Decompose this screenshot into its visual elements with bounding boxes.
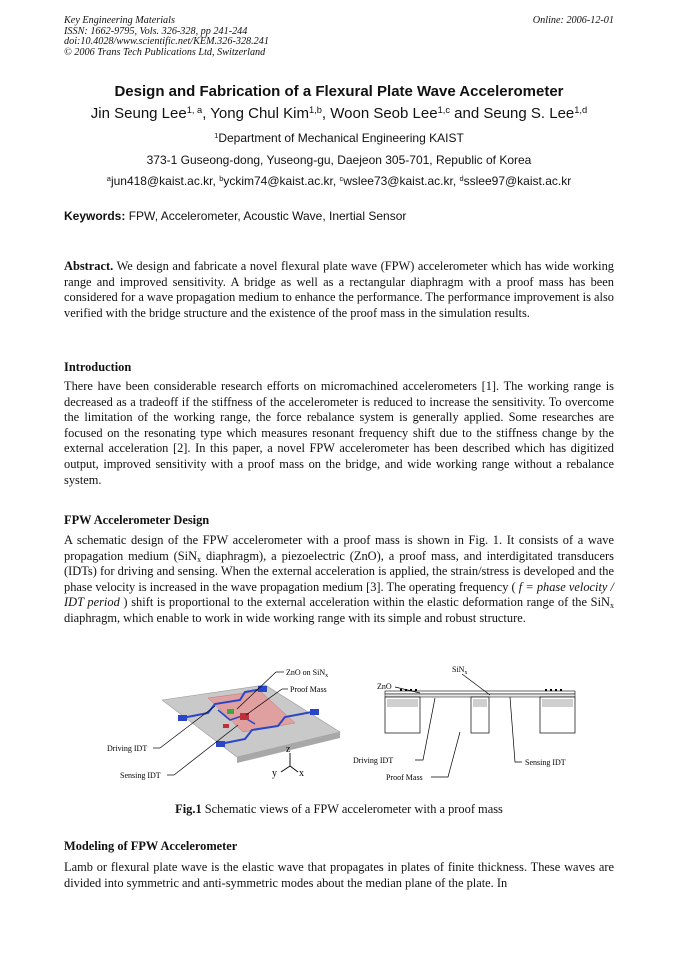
section-heading-introduction: Introduction [64, 360, 132, 374]
label-zno-on-sin: ZnO on SiN$_x$ [286, 668, 329, 679]
doi-line: doi:10.4028/www.scientific.net/KEM.326-328.241 [64, 36, 269, 47]
proof-mass-hatch [473, 699, 487, 707]
email-address: jun418@kaist.ac.kr [110, 174, 213, 188]
label-sensing-idt-2: Sensing IDT [525, 758, 566, 767]
design-text: A schematic design of the FPW accelerometer with a proof mass is shown in Fig. 1. It consists of a wave propagation medium (SiN$_x$ diaphragm), a piezoelectric (ZnO), a proof mass, and interdigitated transducers (IDTs) for driving and sensing. When the external acceleration is applied, the strain/stress is developed and the phase velocity is increased in the wave propagation medium [3]. The operating frequency ( f = phase velocity / IDT period ) shift is proportional to the external acceleration within the elastic deformation range of the SiN$_x$ diaphragm, which enable to work in wide working range with its simple and robust structure. [64, 533, 614, 625]
bond-pad [258, 686, 267, 692]
label-driving-idt: Driving IDT [107, 744, 148, 753]
figure-1 [90, 660, 590, 790]
author-sup: 1,b [308, 104, 322, 115]
leader-line [431, 732, 460, 777]
frequency-formula: f = phase velocity / IDT period [64, 579, 614, 610]
abstract-label: Abstract. [64, 259, 114, 273]
bond-pad [178, 715, 187, 721]
email-address: yckim74@kaist.ac.kr [223, 174, 333, 188]
axis-label-x: x [299, 768, 304, 779]
author-name: Yong Chul Kim [210, 105, 309, 122]
affiliation-department: $^1$Department of Mechanical Engineering KAIST [214, 130, 464, 145]
author-name: Woon Seob Lee [330, 105, 438, 122]
affiliation-address: 373-1 Guseong-dong, Yuseong-gu, Daejeon 305-701, Republic of Korea [146, 153, 532, 167]
label-sin: SiN$_x$ [452, 665, 468, 676]
introduction-text: There have been considerable research efforts on micromachined accelerometers [1]. The working range is decreased as a tradeoff if the stiffness of the accelerometer is reduced to increase the sensitivity. To overcome the limitation of the working range, the force rebalance system is generally applied. Some researches are focused on the resonating type which measures resonant frequency shift due to the stiffness change by the external acceleration [2]. In this paper, a novel FPW accelerometer has been described which has digitized output, improved sensitivity with a proof mass on the bridge, and wide working range without a rebalance system. [64, 379, 614, 487]
keywords: Keywords: FPW, Accelerometer, Acoustic Wave, Inertial Sensor [64, 209, 407, 223]
bond-pad [216, 741, 225, 747]
label-proof-mass-2: Proof Mass [386, 773, 423, 782]
issn-line: ISSN: 1662-9795, Vols. 326-328, pp 241-244 [64, 25, 248, 37]
label-sensing-idt: Sensing IDT [120, 771, 161, 780]
author-list: Jin Seung Lee$^{1, a}$, Yong Chul Kim$^{1,b}$, Woon Seob Lee$^{1,c}$ and Seung S. Lee$^{1,d}$ [90, 104, 588, 122]
label-driving-idt-2: Driving IDT [353, 756, 394, 765]
fpw-3d-schematic [107, 668, 340, 780]
section-heading-design: FPW Accelerometer Design [64, 513, 210, 527]
email-address: wslee73@kaist.ac.kr [343, 174, 453, 188]
axis-label-y: y [272, 768, 277, 779]
author-sup: 1,d [574, 104, 588, 115]
abstract-text: We design and fabricate a novel flexural plate wave (FPW) accelerometer which has wide working range and improved sensitivity. A bridge as well as a rectangular diaphragm with a proof mass has been considered for a wave propagation medium to enhance the performance. The performance improvement is also verified with the bridge structure and the existence of the proof mass in the simulation results. [64, 259, 615, 320]
bond-pad [310, 709, 319, 715]
author-sup: 1,c [437, 104, 450, 115]
author-name: Jin Seung Lee [90, 105, 187, 122]
axis-label-z: z [286, 744, 291, 755]
sin-layer [385, 694, 575, 697]
label-proof-mass: Proof Mass [290, 685, 327, 694]
leader-line [510, 697, 522, 762]
abstract [64, 259, 614, 321]
email-list: $^a$jun418@kaist.ac.kr, $^b$yckim74@kaist.ac.kr, $^c$wslee73@kaist.ac.kr, $^d$sslee97@kaist.ac.kr [106, 173, 572, 188]
green-pad [227, 709, 234, 714]
journal-name: Key Engineering Materials [64, 15, 175, 26]
email-address: sslee97@kaist.ac.kr [463, 174, 572, 188]
running-header [64, 16, 269, 58]
section-heading-modeling: Modeling of FPW Accelerometer [64, 839, 238, 853]
fpw-cross-section [353, 665, 575, 782]
substrate-hatch [387, 699, 418, 707]
idt-element [223, 724, 229, 728]
substrate-hatch [542, 699, 573, 707]
paper-title: Design and Fabrication of a Flexural Plate Wave Accelerometer [114, 83, 564, 100]
copyright-line: © 2006 Trans Tech Publications Ltd, Switzerland [64, 46, 266, 58]
label-zno: ZnO [377, 682, 392, 691]
author-name: Seung S. Lee [483, 105, 575, 122]
figure-caption: Fig.1 Schematic views of a FPW accelerometer with a proof mass [175, 802, 503, 816]
online-date: Online: 2006-12-01 [532, 15, 614, 26]
modeling-text: Lamb or flexural plate wave is the elastic wave that propagates in plates of finite thickness. These waves are divided into symmetric and anti-symmetric modes about the median plane of the plate. In [64, 860, 614, 890]
author-sup: 1, a [186, 104, 203, 115]
